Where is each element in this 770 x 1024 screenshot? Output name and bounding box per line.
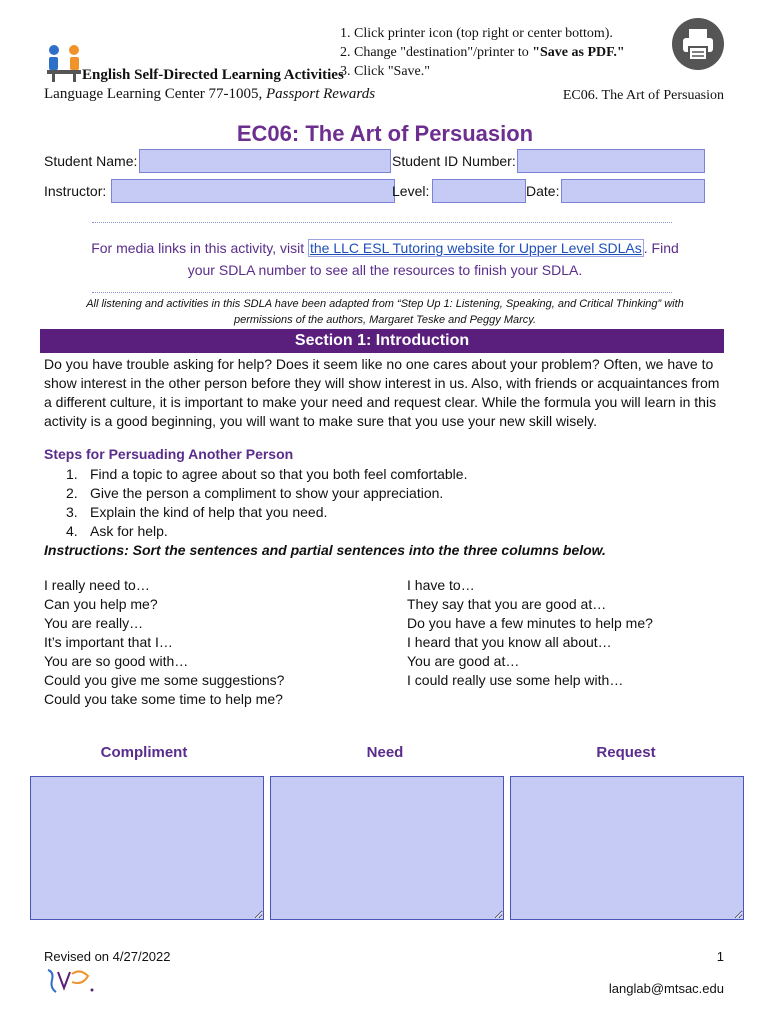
org-subtitle-italic: Passport Rewards [266,86,376,102]
org-title: English Self-Directed Learning Activities [82,67,344,83]
print-instructions [340,24,625,81]
need-answer-box[interactable] [270,776,504,920]
page-title: EC06: The Art of Persuasion [236,121,534,146]
phrase-list-left [44,576,284,709]
sdla-website-link[interactable]: the LLC ESL Tutoring website for Upper Level SDLAs [310,240,642,256]
print-step-1: 1. Click printer icon (top right or center bottom). [340,26,613,41]
list-item: They say that you are good at… [407,596,607,612]
credit-note: All listening and activities in this SDLA have been adapted from “Step Up 1: Listening, Speaking, and Critical Thinking” with permissions of the authors, Margaret Teske and Peggy Marcy. [86,298,684,326]
column-heading-request: Request [596,744,656,761]
level-label: Level: [392,183,430,199]
media-links-line-1: For media links in this activity, visit the LLC ESL Tutoring website for Upper Level SDLAs . Find [91,240,679,256]
list-item: 1. Find a topic to agree about so that you both feel comfortable. [66,466,468,482]
steps-heading: Steps for Persuading Another Person [44,446,294,462]
list-item: 4. Ask for help. [66,523,168,539]
student-name-label: Student Name: [44,153,138,169]
list-item: I really need to… [44,577,150,593]
list-item: Can you help me? [44,596,158,612]
media-links-line-2: your SDLA number to see all the resources to finish your SDLA. [187,262,583,278]
document-code: EC06. The Art of Persuasion [562,88,724,103]
divider-top [92,222,672,223]
list-item: 2. Give the person a compliment to show your appreciation. [66,485,444,501]
request-answer-box[interactable] [510,776,744,920]
revised-date: Revised on 4/27/2022 [44,949,171,964]
divider-bottom [92,292,672,293]
section-heading: Section 1: Introduction [40,329,724,353]
list-item: Could you take some time to help me? [44,691,283,707]
instructor-label: Instructor: [44,183,107,199]
org-subtitle-plain: Language Learning Center 77-1005, [44,86,267,102]
list-item: Could you give me some suggestions? [44,672,285,688]
steps-list [66,465,467,541]
instructions: Instructions: Sort the sentences and partial sentences into the three columns below. [44,542,606,558]
printer-icon[interactable] [672,18,724,70]
contact-email: langlab@mtsac.edu [608,981,724,996]
list-item: I could really use some help with… [407,672,624,688]
page-number: 1 [716,949,724,964]
list-item: You are really… [44,615,144,631]
date-label: Date: [526,183,560,199]
level-field[interactable] [432,179,526,203]
print-step-2: 2. Change "destination"/printer to "Save as PDF." [340,45,625,60]
intro-paragraph: Do you have trouble asking for help? Does it seem like no one cares about your problem? Often, we have to show interest in the other person before they will show interest in us. Also, with friends or acquaintances from a different culture, it is important to make your need and request clear. While the formula you will learn in this activity is a good beginning, you will want to make sure that you use your new skill wisely. [44,356,720,429]
student-name-field[interactable] [139,149,391,173]
instructor-field[interactable] [111,179,395,203]
student-id-label: Student ID Number: [392,153,516,169]
date-field[interactable] [561,179,705,203]
compliment-answer-box[interactable] [30,776,264,920]
list-item: It’s important that I… [44,634,173,650]
column-heading-need: Need [366,744,404,761]
column-heading-compliment: Compliment [100,744,188,761]
list-item: You are so good with… [44,653,189,669]
phrase-list-right [407,576,653,690]
list-item: I have to… [407,577,475,593]
print-step-3: 3. Click "Save." [340,64,430,79]
org-logo-icon [44,42,84,82]
list-item: I heard that you know all about… [407,634,612,650]
list-item: 3. Explain the kind of help that you need. [66,504,328,520]
list-item: You are good at… [407,653,520,669]
org-subtitle [44,86,375,103]
list-item: Do you have a few minutes to help me? [407,615,653,631]
student-id-field[interactable] [517,149,705,173]
footer-logo-icon [44,966,96,996]
